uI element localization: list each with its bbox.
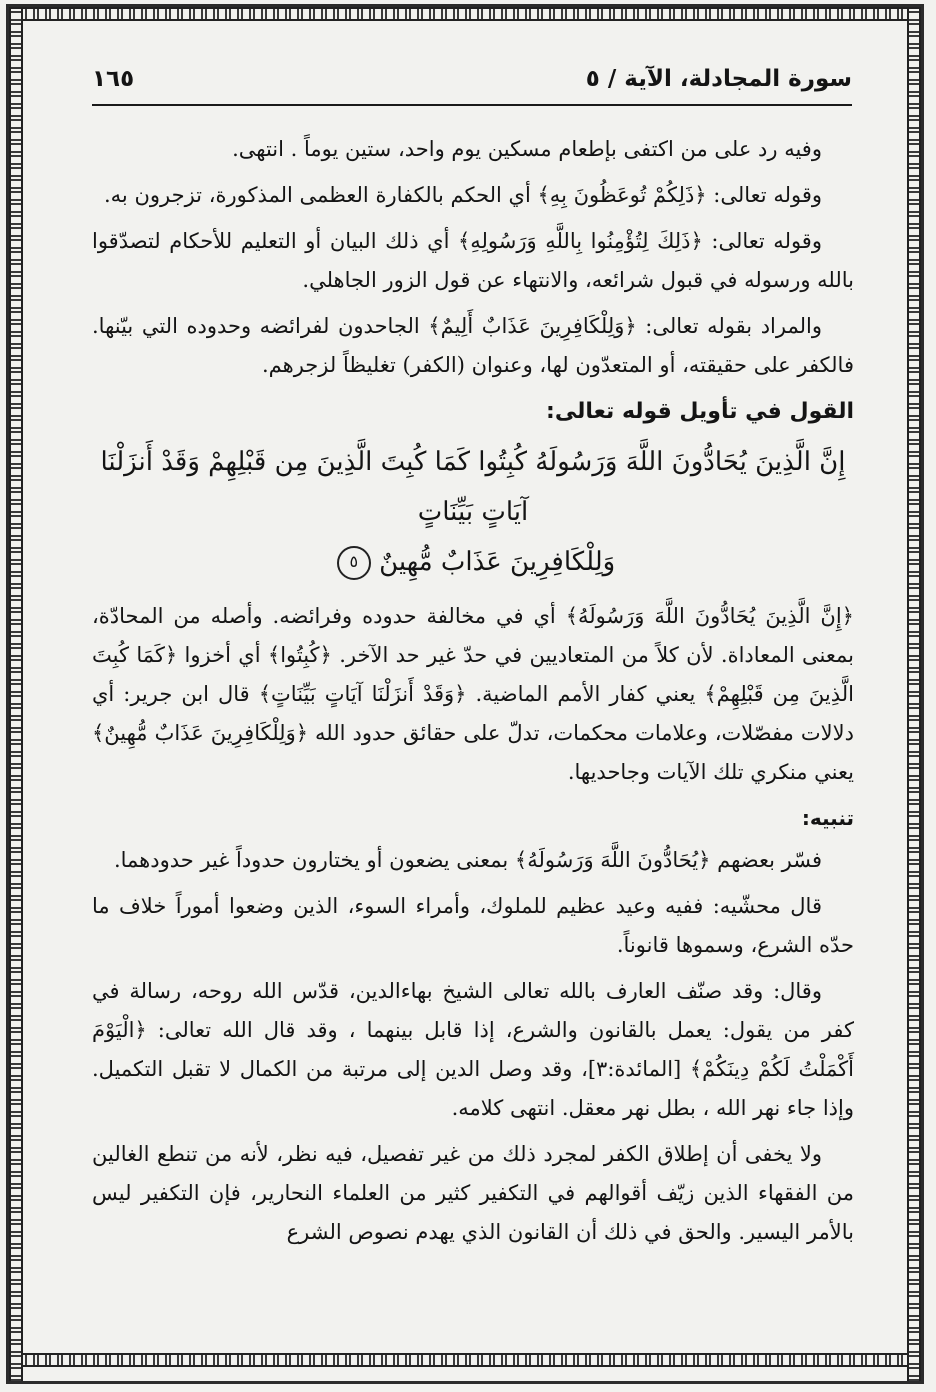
paragraph-7: قال محشّيه: ففيه وعيد عظيم للملوك، وأمراء السوء، الذين وضعوا أموراً خلاف ما حدّه الشرع، وسموها قانوناً.: [92, 894, 854, 957]
border-ornament-bottom: [9, 1353, 921, 1367]
verse-line-2-text: وَلِلْكَافِرِينَ عَذَابٌ مُّهِينٌ: [379, 547, 616, 577]
note-heading: تنبيه:: [801, 806, 854, 830]
paragraph-1: وفيه رد على من اكتفى بإطعام مسكين يوم واحد، ستين يوماً . انتهى.: [232, 137, 822, 161]
verse-line-1: إِنَّ الَّذِينَ يُحَادُّونَ اللَّهَ وَرَسُولَهُ كُبِتُوا كَمَا كُبِتَ الَّذِينَ مِن قَبْلِهِمْ وَقَدْ أَنزَلْنَا آيَاتٍ بَيِّنَاتٍ: [100, 447, 846, 527]
border-ornament-left: [9, 9, 23, 1381]
page-body: [92, 130, 854, 1259]
border-ornament-right: [907, 9, 921, 1381]
paragraph-6: فسّر بعضهم ﴿يُحَادُّونَ اللَّهَ وَرَسُولَهُ﴾ بمعنى يضعون أو يختارون حدوداً غير حدودهما.: [113, 848, 822, 872]
border-ornament-top: [9, 7, 921, 21]
paragraph-8: وقال: وقد صنّف العارف بالله تعالى الشيخ بهاءالدين، قدّس الله روحه، رسالة في كفر من يقول: يعمل بالقانون والشرع، إذا قابل بينهما ، وقد قال الله تعالى: ﴿الْيَوْمَ أَكْمَلْتُ لَكُمْ دِينَكُمْ﴾ [المائدة:٣]، وقد وصل الدين إلى مرتبة من الكمال لا تقبل التكميل. وإذا جاء نهر الله ، بطل نهر معقل. انتهى كلامه.: [92, 979, 855, 1120]
quran-verse: [92, 437, 854, 587]
paragraph-4: والمراد بقوله تعالى: ﴿وَلِلْكَافِرِينَ عَذَابٌ أَلِيمٌ﴾ الجاحدون لفرائضه وحدوده التي بيّنها. فالكفر على حقيقته، أو المتعدّون لها، وعنوان (الكفر) تغليظاً لزجرهم.: [92, 314, 854, 377]
page-number: ١٦٥: [92, 66, 135, 92]
section-heading: القول في تأويل قوله تعالى:: [546, 399, 854, 424]
header-title: سورة المجادلة، الآية / ٥: [585, 66, 852, 92]
header-divider: [92, 104, 852, 106]
paragraph-2: وقوله تعالى: ﴿ذَلِكُمْ تُوعَظُونَ بِهِ﴾ أي الحكم بالكفارة العظمى المذكورة، تزجرون به.: [104, 183, 822, 207]
paragraph-3: وقوله تعالى: ﴿ذَلِكَ لِتُؤْمِنُوا بِاللَّهِ وَرَسُولِهِ﴾ أي ذلك البيان أو التعليم للأحكام لتصدّقوا بالله ورسوله في قبول شرائعه، والانتهاء عن قول الزور الجاهلي.: [92, 229, 854, 292]
paragraph-5: ﴿إِنَّ الَّذِينَ يُحَادُّونَ اللَّهَ وَرَسُولَهُ﴾ أي في مخالفة حدوده وفرائضه. وأصله من المحادّة، بمعنى المعاداة. لأن كلاً من المتعاديين في حدّ غير حد الآخر. ﴿كُبِتُوا﴾ أي أخزوا ﴿كَمَا كُبِتَ الَّذِينَ مِن قَبْلِهِمْ﴾ يعني كفار الأمم الماضية. ﴿وَقَدْ أَنزَلْنَا آيَاتٍ بَيِّنَاتٍ﴾ قال ابن جرير: أي دلالات مفصّلات، وعلامات محكمات، تدلّ على حقائق حدود الله ﴿وَلِلْكَافِرِينَ عَذَابٌ مُّهِينٌ﴾ يعني منكري تلك الآيات وجاحديها.: [92, 604, 854, 784]
verse-number-marker: ٥: [337, 546, 371, 580]
paragraph-9: ولا يخفى أن إطلاق الكفر لمجرد ذلك من غير تفصيل، فيه نظر، لأنه من تنطع الغالين من الفقهاء الذين زيّف أقوالهم في التكفير كثير من العلماء النحارير، فإن التكفير ليس بالأمر اليسير. والحق في ذلك أن القانون الذي يهدم نصوص الشرع: [92, 1142, 854, 1244]
verse-line-2: [92, 537, 854, 587]
running-header: [92, 66, 852, 102]
